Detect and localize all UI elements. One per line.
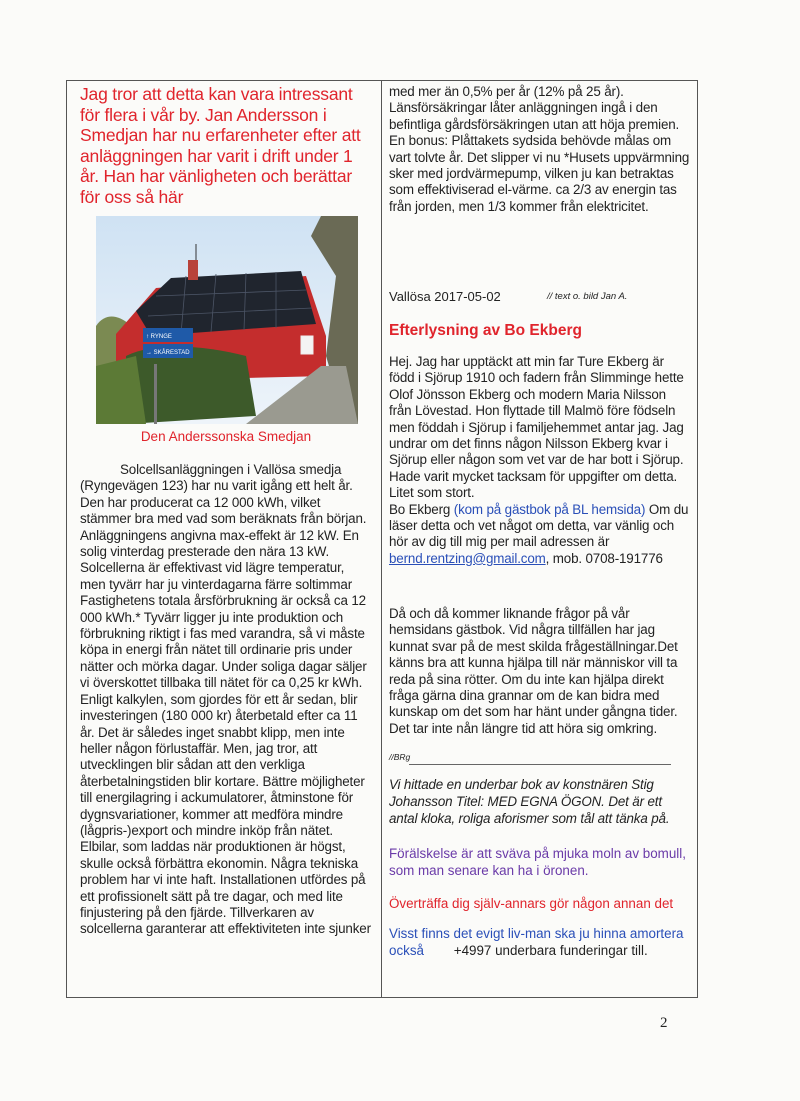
quote-tail: +4997 underbara funderingar till. [453,943,648,958]
request-name: Bo Ekberg [389,501,451,517]
photo-caption: Den Anderssonska Smedjan [140,429,312,444]
signature-note: // text o. bild Jan A. [547,291,628,302]
quote-eternal-life [389,925,691,959]
brg-signature: //BRg [389,752,411,762]
mobile-number: , mob. 0708-191776 [545,550,663,566]
page-number: 2 [660,1015,668,1031]
intro-text: Jag tror att detta kan vara intressant för flera i vår by. Jan Andersson i Smedjan har nu erfarenheter efter att anläggningen har varit i drift under 1 år. Han har vänligheten och berättar för oss så här [80,84,361,207]
article-signature [389,289,689,304]
solar-article-text: Solcellsanläggningen i Vallösa smedja (Ryngevägen 123) har nu varit igång ett helt år. Den har producerat ca 12 000 kWh, vilket stämmer bra med vad som beräknats från början. Anläggningens angivna max-effekt är 12 kW. En solig vinterdag presterade den nära 13 kW. Solcellerna är effektivast vid lägre temperatur, men tyvärr har ju vinterdagarna färre soltimmar Fastighetens totala årsförbrukning är också ca 12 000 kWh.* Tyvärr ligger ju inte produktion och förbrukning riktigt i fas med varandra, så vi måste köpa in energi från nätet till ordinarie pris under nätter och mörka dagar. Under soliga dagar säljer vi överskottet tillbaka till nätet för ca 0,25 kr kWh. Enligt kalkylen, som gjordes för ett år sedan, blir investeringen (180 000 kr) återbetald efter ca 11 år. Det är således inget snabbt klipp, men inte heller någon förlustaffär. Men, jag tror, att utvecklingen blir sådan att den verkliga återbetalningstiden blir kortare. Bättre möjligheter till energilagring i ackumulatorer, åtminstone för dygnsvariationer, kommer att medföra mindre (lågpris-)export och mindre inköp från nätet. Elbilar, som laddas när produktionen är högst, skulle också förbättra ekonomin. Några tekniska problem har vi inte haft. Installationen utfördes på ett profissionelt sätt på tre dagar, och med lite finjustering på den fjärde. Tillverkaren av solcellerna garanterar att effektiviteten inte sjunker [80,462,371,937]
guestbook-paragraph: Då och då kommer liknande frågor på vår hemsidans gästbok. Vid några tillfällen har jag kunnat svar på de mest skilda frågeställningar.Det känns bra att kunna hjälpa till när människor vill ta reda på sina rötter. Om du inte kan hjälpa direkt fråga gärna dina grannar om de kan bidra med kunskap om det som har hänt under gångna tider. Det tar inte nån längre tid att höra sig omkring. [389,606,678,736]
quote-eternal-text: Visst finns det evigt liv-man ska ju hinna amortera också [389,926,684,958]
smithy-photo [96,216,358,424]
sign-rynge: ↑ RYNGE [146,334,172,340]
quote-infatuation: Förälskelse är att sväva på mjuka moln av bomull, som man senare kan ha i öronen. [389,846,686,878]
request-guestbook-note: (kom på gästbok på BL hemsida) [453,501,646,517]
section-heading: Efterlysning av Bo Ekberg [389,322,582,339]
request-body: Hej. Jag har upptäckt att min far Ture Ekberg är född i Sjörup 1910 och fadern från Slimminge hette Olof Jönsson Ekberg och modern Maria Nilsson från Lövestad. Hon flyttade till Malmö före födseln men föddah i Sjörup i familjehemmet antar jag. Jag undrar om det finns någon Nilsson Ekberg kvar i Sjörup eller någon som vet var de har bott i Sjörup. Hade varit mycket tacksam för uppgifter om detta. Litet som stort. [389,354,684,501]
sign-skarestad: → SKÅRESTAD [146,350,190,356]
left-column [80,84,372,937]
quote-surpass: Överträffa dig själv-annars gör någon annan det [389,896,674,911]
separator-line [409,764,671,765]
book-recommendation: Vi hittade en underbar bok av konstnären Stig Johansson Titel: MED EGNA ÖGON. Det är ett antal kloka, roliga aforismer som tål att tänka på. [389,777,670,826]
solar-article-body [80,462,372,938]
article-continuation: med mer än 0,5% per år (12% på 25 år). Länsförsäkringar låter anläggningen ingå i den befintliga gårdsförsäkringen utan att höja premien. En bonus: Plåttakets sydsida behövde målas om vart tolvte år. Det slipper vi nu *Husets uppvärmning sker med jordvärmepump, vilken ju kan betraktas som effektiviserad el-värme. ca 2/3 av energin tas från jorden, men 1/3 kommer från elektricitet. [389,84,690,214]
signature-place-date: Vallösa 2017-05-02 [389,289,501,304]
search-request-text [389,354,691,567]
email-link[interactable]: bernd.rentzing@gmail.com [389,550,546,566]
right-column [389,84,691,958]
column-divider [381,80,382,998]
request-contact-text: Om du läser detta och vet något om detta, var vänlig och hör av dig till mig per mail adressen är [389,501,689,550]
